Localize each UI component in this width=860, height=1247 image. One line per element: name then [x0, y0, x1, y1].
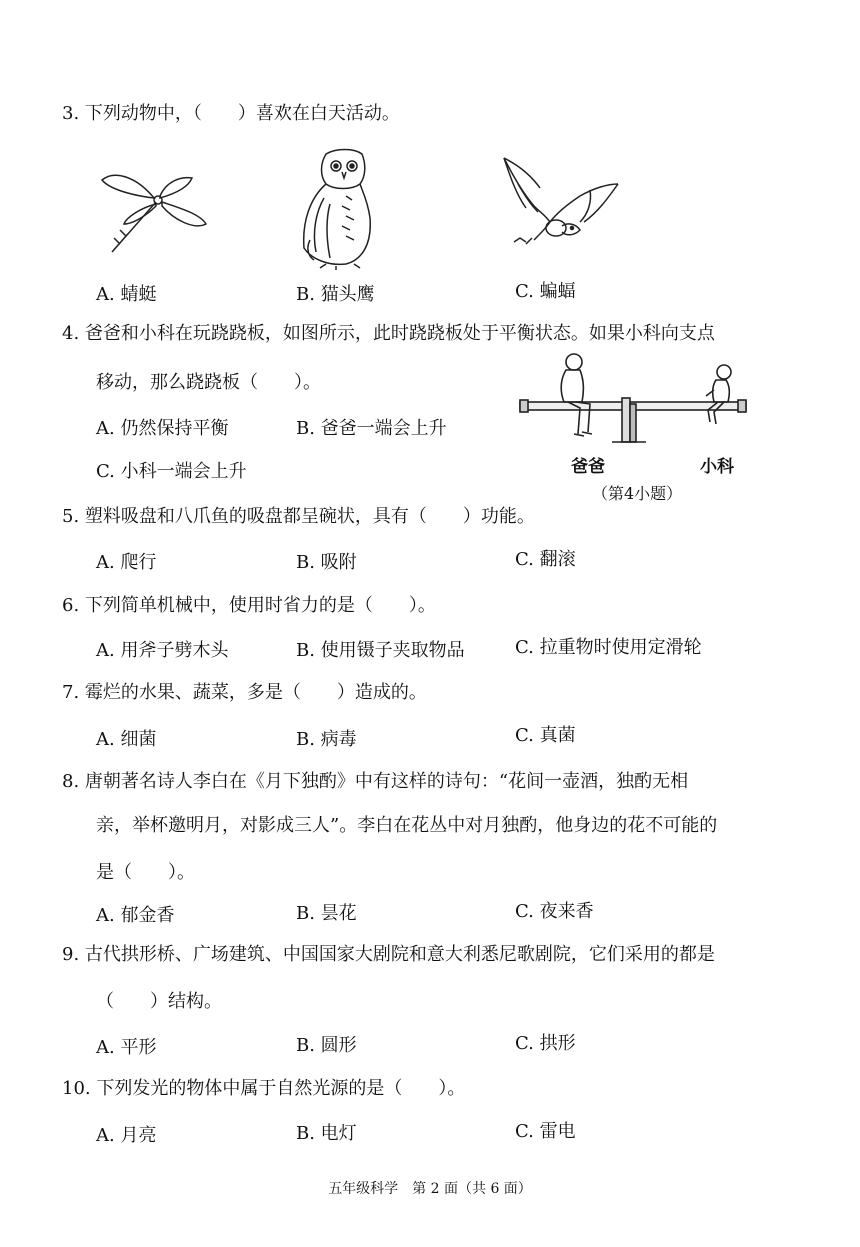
question-9-stem-line-1: 9. 古代拱形桥、广场建筑、中国国家大剧院和意大利悉尼歌剧院，它们采用的都是 — [62, 944, 715, 965]
question-6-option-b[interactable]: B. 使用镊子夹取物品 — [296, 640, 465, 661]
question-9-option-a[interactable]: A. 平形 — [96, 1037, 157, 1058]
seesaw-figure — [516, 352, 762, 444]
question-7-option-a[interactable]: A. 细菌 — [96, 729, 157, 750]
question-10-option-b[interactable]: B. 电灯 — [296, 1123, 357, 1144]
question-9-option-c[interactable]: C. 拱形 — [515, 1033, 576, 1054]
question-6-option-c[interactable]: C. 拉重物时使用定滑轮 — [515, 637, 702, 658]
seesaw-label-kid: 小科 — [700, 457, 734, 477]
question-6-stem: 6. 下列简单机械中，使用时省力的是（ ）。 — [62, 595, 436, 616]
figure-caption: （第4小题） — [592, 484, 683, 503]
question-4-stem-line-1: 4. 爸爸和小科在玩跷跷板，如图所示，此时跷跷板处于平衡状态。如果小科向支点 — [62, 323, 715, 344]
question-7-option-c[interactable]: C. 真菌 — [515, 725, 576, 746]
question-5-option-b[interactable]: B. 吸附 — [296, 552, 357, 573]
question-10-option-c[interactable]: C. 雷电 — [515, 1121, 576, 1142]
question-4-option-b[interactable]: B. 爸爸一端会上升 — [296, 418, 447, 439]
question-3-option-a[interactable]: A. 蜻蜓 — [96, 284, 157, 305]
question-5-stem: 5. 塑料吸盘和八爪鱼的吸盘都呈碗状，具有（ ）功能。 — [62, 506, 535, 527]
question-7-option-b[interactable]: B. 病毒 — [296, 729, 357, 750]
question-3-stem: 3. 下列动物中，（ ）喜欢在白天活动。 — [62, 103, 400, 124]
question-3-option-c[interactable]: C. 蝙蝠 — [515, 281, 576, 302]
question-3-option-b[interactable]: B. 猫头鹰 — [296, 284, 375, 305]
question-8-option-b[interactable]: B. 昙花 — [296, 903, 357, 924]
question-5-option-a[interactable]: A. 爬行 — [96, 552, 157, 573]
owl-icon — [296, 148, 388, 270]
seesaw-label-dad: 爸爸 — [571, 457, 605, 477]
question-9-stem-line-2: （ ）结构。 — [96, 991, 222, 1012]
dragonfly-icon — [96, 168, 210, 258]
question-8-stem-line-1: 8. 唐朝著名诗人李白在《月下独酌》中有这样的诗句：“花间一壶酒，独酌无相 — [62, 771, 689, 792]
question-4-option-a[interactable]: A. 仍然保持平衡 — [96, 418, 229, 439]
question-8-stem-line-3: 是（ ）。 — [96, 862, 195, 883]
question-10-option-a[interactable]: A. 月亮 — [96, 1125, 157, 1146]
question-8-stem-line-2: 亲，举杯邀明月，对影成三人”。李白在花丛中对月独酌，他身边的花不可能的 — [96, 815, 718, 836]
question-6-option-a[interactable]: A. 用斧子劈木头 — [96, 640, 229, 661]
question-5-option-c[interactable]: C. 翻滚 — [515, 549, 576, 570]
page-footer: 五年级科学 第 2 面（共 6 面） — [328, 1181, 532, 1197]
bat-icon — [500, 154, 622, 250]
question-8-option-c[interactable]: C. 夜来香 — [515, 901, 594, 922]
question-8-option-a[interactable]: A. 郁金香 — [96, 905, 175, 926]
question-9-option-b[interactable]: B. 圆形 — [296, 1035, 357, 1056]
question-4-option-c[interactable]: C. 小科一端会上升 — [96, 461, 247, 482]
question-10-stem: 10. 下列发光的物体中属于自然光源的是（ ）。 — [62, 1078, 466, 1099]
question-7-stem: 7. 霉烂的水果、蔬菜，多是（ ）造成的。 — [62, 682, 427, 703]
question-4-stem-line-2: 移动，那么跷跷板（ ）。 — [96, 372, 321, 393]
